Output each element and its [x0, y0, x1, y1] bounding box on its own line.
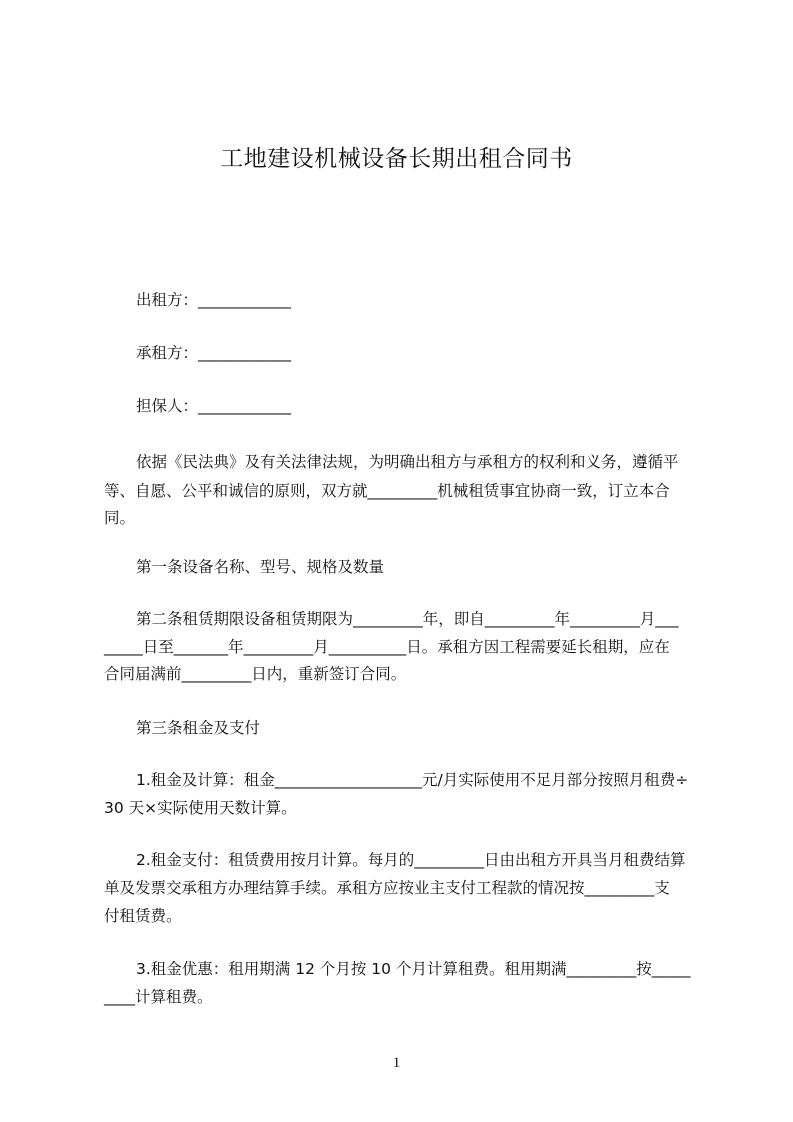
article-2-line-1: 第二条租赁期限设备租赁期限为_________年，即自_________年_________月___ [136, 610, 679, 628]
clause-2-line-2: 单及发票交承租方办理结算手续。承租方应按业主支付工程款的情况按_________支 [104, 879, 670, 897]
article-2-line-3: 合同届满前_________日内，重新签订合同。 [104, 665, 407, 683]
party-guarantor: 担保人：____________ [136, 397, 292, 415]
preamble-line-3: 同。 [104, 509, 136, 527]
preamble-line-1: 依据《民法典》及有关法律法规，为明确出租方与承租方的权利和义务，遵循平 [136, 453, 679, 471]
document-title: 工地建设机械设备长期出租合同书 [220, 146, 573, 172]
clause-1-line-1: 1.租金及计算：租金___________________元/月实际使用不足月部分按照月租费÷ [136, 771, 689, 789]
clause-2-line-3: 付租赁费。 [104, 907, 182, 925]
page-number: 1 [392, 1055, 401, 1071]
clause-2-line-1: 2.租金支付：租赁费用按月计算。每月的_________日由出租方开具当月租费结算 [136, 851, 686, 869]
party-lessor: 出租方：____________ [136, 291, 292, 309]
article-1-heading: 第一条设备名称、型号、规格及数量 [136, 558, 385, 576]
clause-3-line-2: ____计算租费。 [104, 988, 213, 1006]
party-lessee: 承租方：____________ [136, 344, 292, 362]
preamble-line-2: 等、自愿、公平和诚信的原则，双方就_________机械租赁事宜协商一致，订立本合 [104, 482, 670, 500]
article-3-heading: 第三条租金及支付 [136, 719, 261, 737]
clause-3-line-1: 3.租金优惠：租用期满 12 个月按 10 个月计算租费。租用期满_________按_____ [136, 960, 691, 978]
clause-1-line-2: 30 天×实际使用天数计算。 [104, 799, 297, 817]
article-2-line-2: _____日至_______年_________月__________日。承租方因工程需要延长租期，应在 [104, 638, 670, 656]
